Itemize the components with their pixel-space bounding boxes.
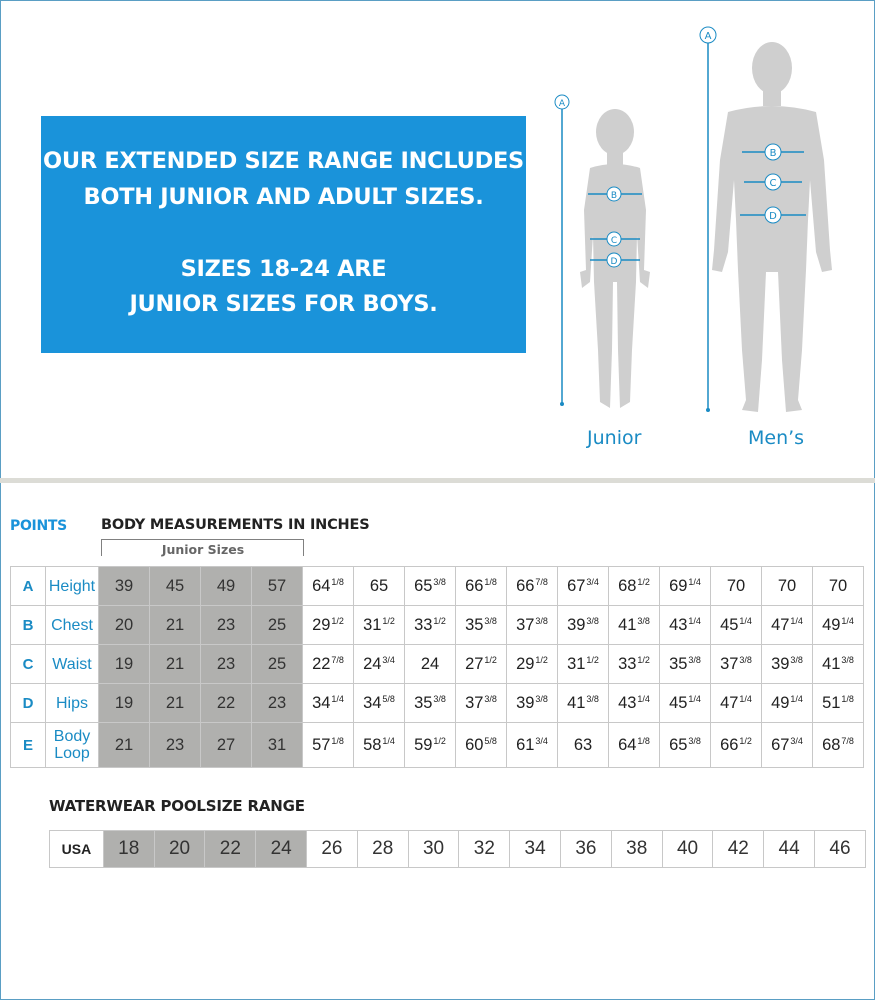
measurement-fraction: 1/4 — [688, 693, 701, 704]
measurement-cell — [354, 645, 405, 684]
measurement-whole: 70 — [828, 576, 848, 595]
measurement-fraction: 3/8 — [739, 654, 752, 665]
measurement-whole: 39 — [114, 576, 134, 595]
measurement-fraction: 3/8 — [484, 693, 497, 704]
measurement-whole: 65 — [669, 735, 688, 754]
measurement-fraction: 1/4 — [739, 615, 752, 626]
measurement-cell — [405, 567, 456, 606]
measurement-label: Height — [46, 567, 99, 606]
measurement-cell — [201, 684, 252, 723]
measurement-fraction: 3/4 — [790, 735, 803, 746]
measurement-cell — [813, 723, 864, 768]
measurement-cell — [507, 723, 558, 768]
measurement-whole: 33 — [414, 615, 433, 634]
banner-line-2: BOTH JUNIOR AND ADULT SIZES. — [83, 184, 484, 210]
measurement-cell — [660, 567, 711, 606]
measurement-cell — [354, 567, 405, 606]
measurement-fraction: 1/8 — [841, 693, 854, 704]
table-row — [11, 606, 864, 645]
measurement-cell — [711, 684, 762, 723]
measurement-cell — [150, 567, 201, 606]
measurement-whole: 23 — [216, 615, 236, 634]
measurement-cell — [252, 723, 303, 768]
measurement-whole: 31 — [267, 735, 287, 754]
measurement-whole: 65 — [414, 576, 433, 595]
measurement-cell — [660, 723, 711, 768]
measurement-cell — [456, 645, 507, 684]
junior-caption: Junior — [587, 427, 642, 449]
measurement-fraction: 3/4 — [535, 735, 548, 746]
measurement-fraction: 3/8 — [688, 735, 701, 746]
measurement-whole: 66 — [465, 576, 484, 595]
measurement-whole: 47 — [771, 615, 790, 634]
poolsize-cell: 26 — [307, 831, 358, 868]
measurement-fraction: 3/8 — [433, 693, 446, 704]
measurement-whole: 21 — [114, 735, 134, 754]
measurement-whole: 65 — [369, 576, 389, 595]
measurement-fraction: 1/2 — [484, 654, 497, 665]
svg-text:B: B — [769, 148, 777, 159]
measurement-whole: 64 — [312, 576, 331, 595]
measurement-cell — [762, 567, 813, 606]
measurement-cell — [201, 567, 252, 606]
measurement-whole: 70 — [726, 576, 746, 595]
measurement-label: Body Loop — [46, 723, 99, 768]
measurement-cell — [456, 723, 507, 768]
measurement-whole: 39 — [567, 615, 586, 634]
measurement-cell — [201, 606, 252, 645]
measurement-cell — [456, 684, 507, 723]
measurement-fraction: 7/8 — [841, 735, 854, 746]
measurement-whole: 29 — [312, 615, 331, 634]
body-figures — [540, 20, 870, 460]
measurement-whole: 23 — [216, 654, 236, 673]
measurement-fraction: 1/2 — [637, 654, 650, 665]
measurement-cell — [303, 723, 354, 768]
measurement-fraction: 3/8 — [586, 693, 599, 704]
measurement-whole: 66 — [720, 735, 739, 754]
measurement-whole: 57 — [267, 576, 287, 595]
measurement-fraction: 1/4 — [382, 735, 395, 746]
measurement-whole: 34 — [363, 693, 382, 712]
measurement-cell — [711, 567, 762, 606]
measurement-whole: 37 — [465, 693, 484, 712]
measurement-fraction: 1/2 — [586, 654, 599, 665]
measurement-fraction: 1/8 — [331, 735, 344, 746]
section-divider — [0, 478, 875, 483]
measurement-cell — [99, 684, 150, 723]
measurement-cell — [303, 606, 354, 645]
measurement-whole: 58 — [363, 735, 382, 754]
measurement-cell — [558, 723, 609, 768]
measurement-whole: 59 — [414, 735, 433, 754]
measurement-cell — [150, 723, 201, 768]
measurement-fraction: 1/2 — [637, 576, 650, 587]
measurement-fraction: 5/8 — [382, 693, 395, 704]
points-label: POINTS — [10, 518, 67, 534]
measurement-cell — [660, 684, 711, 723]
measurement-whole: 31 — [567, 654, 586, 673]
measurement-whole: 35 — [669, 654, 688, 673]
measurement-whole: 29 — [516, 654, 535, 673]
table-row — [11, 723, 864, 768]
measurement-cell — [150, 606, 201, 645]
body-measurements-title: BODY MEASUREMENTS IN INCHES — [101, 517, 370, 533]
measurement-cell — [762, 723, 813, 768]
measurement-whole: 39 — [771, 654, 790, 673]
measurement-label: Hips — [46, 684, 99, 723]
measurement-cell — [303, 567, 354, 606]
measurement-cell — [558, 567, 609, 606]
measurement-cell — [507, 567, 558, 606]
measurement-cell — [711, 645, 762, 684]
poolsize-table — [49, 830, 866, 868]
mens-caption: Men’s — [748, 427, 805, 449]
measurement-cell — [303, 684, 354, 723]
measurement-cell — [609, 723, 660, 768]
measurement-whole: 23 — [165, 735, 185, 754]
measurement-cell — [354, 606, 405, 645]
poolsize-cell: 30 — [408, 831, 459, 868]
junior-sizes-label: Junior Sizes — [161, 542, 245, 557]
measurement-whole: 41 — [618, 615, 637, 634]
measurement-fraction: 1/2 — [433, 615, 446, 626]
measurement-whole: 21 — [165, 615, 185, 634]
measurement-whole: 24 — [363, 654, 382, 673]
mens-silhouette-icon — [712, 42, 832, 412]
measurement-whole: 49 — [771, 693, 790, 712]
measurement-whole: 60 — [465, 735, 484, 754]
point-letter: E — [11, 723, 46, 768]
point-letter: A — [11, 567, 46, 606]
svg-text:C: C — [610, 236, 618, 246]
measurement-label: Waist — [46, 645, 99, 684]
point-letter: D — [11, 684, 46, 723]
svg-text:A: A — [558, 99, 566, 109]
measurement-cell — [558, 684, 609, 723]
measurement-cell — [762, 645, 813, 684]
measurement-fraction: 1/4 — [688, 576, 701, 587]
measurement-whole: 63 — [573, 735, 593, 754]
measurement-whole: 37 — [516, 615, 535, 634]
svg-text:C: C — [769, 178, 777, 189]
measurement-fraction: 7/8 — [535, 576, 548, 587]
measurement-whole: 67 — [771, 735, 790, 754]
measurement-whole: 51 — [822, 693, 841, 712]
poolsize-cell: 42 — [713, 831, 764, 868]
measurement-cell — [711, 723, 762, 768]
measurement-whole: 41 — [822, 654, 841, 673]
measurement-fraction: 7/8 — [331, 654, 344, 665]
measurement-fraction: 1/8 — [331, 576, 344, 587]
measurement-whole: 37 — [720, 654, 739, 673]
measurement-fraction: 1/4 — [637, 693, 650, 704]
measurement-fraction: 1/2 — [382, 615, 395, 626]
poolsize-cell: 18 — [103, 831, 154, 868]
point-letter: C — [11, 645, 46, 684]
measurement-cell — [201, 723, 252, 768]
measurement-whole: 70 — [777, 576, 797, 595]
table-row — [11, 567, 864, 606]
measurement-cell — [354, 684, 405, 723]
measurement-label: Chest — [46, 606, 99, 645]
measurement-cell — [252, 606, 303, 645]
table-row — [11, 645, 864, 684]
poolsize-title: WATERWEAR POOLSIZE RANGE — [49, 797, 305, 815]
poolsize-cell: 44 — [764, 831, 815, 868]
measurement-cell — [609, 645, 660, 684]
measurement-cell — [99, 606, 150, 645]
measurement-whole: 20 — [114, 615, 134, 634]
measurement-cell — [354, 723, 405, 768]
measurement-fraction: 3/8 — [586, 615, 599, 626]
measurement-cell — [201, 645, 252, 684]
svg-text:B: B — [610, 191, 618, 201]
measurement-whole: 39 — [516, 693, 535, 712]
measurement-fraction: 5/8 — [484, 735, 497, 746]
measurement-cell — [711, 606, 762, 645]
measurement-whole: 33 — [618, 654, 637, 673]
measurement-whole: 25 — [267, 654, 287, 673]
measurement-cell — [303, 645, 354, 684]
measurement-figures-illustration — [540, 20, 870, 460]
measurement-whole: 21 — [165, 693, 185, 712]
measurement-cell — [456, 606, 507, 645]
measurement-whole: 68 — [618, 576, 637, 595]
measurement-cell — [507, 606, 558, 645]
measurement-cell — [813, 567, 864, 606]
measurement-fraction: 3/8 — [790, 654, 803, 665]
measurement-fraction: 1/2 — [433, 735, 446, 746]
measurement-cell — [405, 645, 456, 684]
measurement-fraction: 1/2 — [535, 654, 548, 665]
measurement-cell — [813, 645, 864, 684]
measurement-whole: 34 — [312, 693, 331, 712]
measurement-whole: 19 — [114, 654, 134, 673]
measurement-cell — [558, 606, 609, 645]
measurement-cell — [762, 684, 813, 723]
poolsize-cell: 40 — [662, 831, 713, 868]
measurement-whole: 66 — [516, 576, 535, 595]
measurement-cell — [609, 684, 660, 723]
measurement-fraction: 1/4 — [331, 693, 344, 704]
measurement-whole: 35 — [465, 615, 484, 634]
measurement-cell — [405, 723, 456, 768]
measurement-cell — [609, 567, 660, 606]
measurement-cell — [150, 684, 201, 723]
measurement-fraction: 1/4 — [739, 693, 752, 704]
measurement-whole: 69 — [669, 576, 688, 595]
measurement-cell — [252, 567, 303, 606]
measurement-cell — [99, 645, 150, 684]
measurement-fraction: 3/8 — [637, 615, 650, 626]
measurement-whole: 45 — [720, 615, 739, 634]
point-letter: B — [11, 606, 46, 645]
measurement-fraction: 1/4 — [790, 693, 803, 704]
measurement-cell — [405, 606, 456, 645]
measurement-whole: 43 — [669, 615, 688, 634]
measurement-cell — [660, 645, 711, 684]
measurement-whole: 45 — [669, 693, 688, 712]
measurement-fraction: 1/8 — [637, 735, 650, 746]
measurement-fraction: 3/8 — [535, 693, 548, 704]
size-info-banner — [41, 116, 526, 353]
measurement-cell — [558, 645, 609, 684]
measurement-whole: 41 — [567, 693, 586, 712]
measurement-cell — [99, 567, 150, 606]
measurement-fraction: 3/8 — [688, 654, 701, 665]
measurement-fraction: 1/4 — [841, 615, 854, 626]
poolsize-cell: 36 — [561, 831, 612, 868]
measurement-whole: 43 — [618, 693, 637, 712]
measurement-cell — [252, 684, 303, 723]
measurement-cell — [762, 606, 813, 645]
measurement-cell — [813, 606, 864, 645]
measurement-cell — [609, 606, 660, 645]
banner-line-1: OUR EXTENDED SIZE RANGE INCLUDES — [43, 148, 524, 174]
table-row — [11, 684, 864, 723]
measurement-cell — [660, 606, 711, 645]
measurement-cell — [99, 723, 150, 768]
measurement-whole: 68 — [822, 735, 841, 754]
measurement-cell — [456, 567, 507, 606]
measurement-whole: 57 — [312, 735, 331, 754]
poolsize-cell: 22 — [205, 831, 256, 868]
measurement-whole: 21 — [165, 654, 185, 673]
poolsize-row — [50, 831, 866, 868]
measurement-whole: 24 — [420, 654, 440, 673]
measurement-fraction: 1/8 — [484, 576, 497, 587]
measurement-whole: 64 — [618, 735, 637, 754]
measurement-whole: 67 — [567, 576, 586, 595]
measurement-whole: 22 — [216, 693, 236, 712]
poolsize-cell: 34 — [510, 831, 561, 868]
measurement-whole: 35 — [414, 693, 433, 712]
measurement-whole: 61 — [516, 735, 535, 754]
measurement-cell — [507, 684, 558, 723]
poolsize-cell: 38 — [611, 831, 662, 868]
svg-text:A: A — [704, 31, 712, 42]
banner-line-3: SIZES 18-24 ARE — [180, 256, 387, 282]
measurement-whole: 45 — [165, 576, 185, 595]
measurement-whole: 31 — [363, 615, 382, 634]
country-label: USA — [50, 831, 104, 868]
measurement-fraction: 1/2 — [331, 615, 344, 626]
measurement-cell — [150, 645, 201, 684]
poolsize-cell: 24 — [256, 831, 307, 868]
svg-text:D: D — [610, 257, 618, 267]
measurement-fraction: 1/4 — [790, 615, 803, 626]
measurement-fraction: 1/4 — [688, 615, 701, 626]
measurement-fraction: 3/4 — [586, 576, 599, 587]
banner-line-4: JUNIOR SIZES FOR BOYS. — [129, 291, 438, 317]
measurement-fraction: 3/8 — [841, 654, 854, 665]
measurement-whole: 49 — [822, 615, 841, 634]
poolsize-cell: 46 — [815, 831, 866, 868]
measurement-whole: 19 — [114, 693, 134, 712]
measurement-whole: 49 — [216, 576, 236, 595]
measurement-whole: 27 — [216, 735, 236, 754]
measurement-fraction: 3/8 — [484, 615, 497, 626]
measurement-whole: 23 — [267, 693, 287, 712]
poolsize-cell: 20 — [154, 831, 205, 868]
measurement-cell — [813, 684, 864, 723]
measurement-whole: 47 — [720, 693, 739, 712]
poolsize-cell: 32 — [459, 831, 510, 868]
measurement-fraction: 3/4 — [382, 654, 395, 665]
measurement-fraction: 1/2 — [739, 735, 752, 746]
measurement-cell — [405, 684, 456, 723]
body-measurements-table — [10, 566, 864, 768]
measurement-cell — [507, 645, 558, 684]
measurement-fraction: 3/8 — [535, 615, 548, 626]
measurement-whole: 22 — [312, 654, 331, 673]
measurement-whole: 25 — [267, 615, 287, 634]
measurement-whole: 27 — [465, 654, 484, 673]
svg-text:D: D — [769, 211, 777, 222]
poolsize-cell: 28 — [357, 831, 408, 868]
measurement-cell — [252, 645, 303, 684]
measurement-fraction: 3/8 — [433, 576, 446, 587]
